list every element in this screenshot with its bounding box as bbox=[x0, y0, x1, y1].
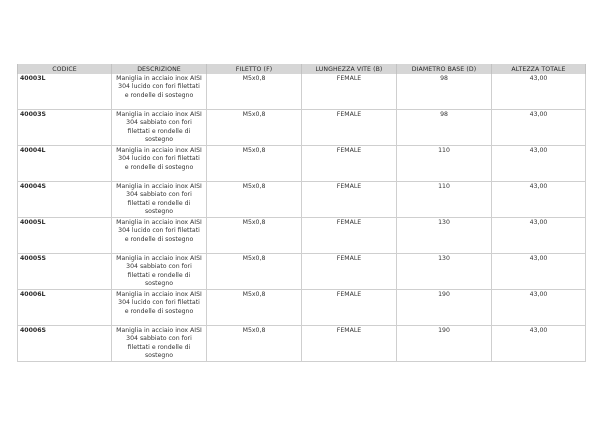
cell-lunghezza-vite: FEMALE bbox=[302, 182, 397, 218]
cell-altezza-totale: 43,00 bbox=[492, 254, 586, 290]
cell-altezza-totale: 43,00 bbox=[492, 290, 586, 326]
table-row bbox=[18, 146, 586, 182]
cell-altezza-totale: 43,00 bbox=[492, 182, 586, 218]
table-row bbox=[18, 254, 586, 290]
header-diametro-base: DIAMETRO BASE (D) bbox=[397, 64, 492, 74]
cell-diametro-base: 110 bbox=[397, 146, 492, 182]
table-header bbox=[18, 64, 586, 74]
cell-codice: 40004L bbox=[18, 146, 112, 182]
cell-descrizione: Maniglia in acciaio inox AISI 304 lucido con fori filettati e rondelle di sostegno bbox=[112, 74, 207, 110]
table-row bbox=[18, 110, 586, 146]
header-altezza-totale: ALTEZZA TOTALE bbox=[492, 64, 586, 74]
cell-codice: 40003L bbox=[18, 74, 112, 110]
table-row bbox=[18, 218, 586, 254]
cell-lunghezza-vite: FEMALE bbox=[302, 110, 397, 146]
cell-diametro-base: 98 bbox=[397, 74, 492, 110]
cell-codice: 40006L bbox=[18, 290, 112, 326]
cell-codice: 40004S bbox=[18, 182, 112, 218]
table-row bbox=[18, 290, 586, 326]
cell-descrizione: Maniglia in acciaio inox AISI 304 lucido con fori filettati e rondelle di sostegno bbox=[112, 146, 207, 182]
cell-codice: 40005S bbox=[18, 254, 112, 290]
header-row bbox=[18, 64, 586, 74]
cell-altezza-totale: 43,00 bbox=[492, 146, 586, 182]
cell-lunghezza-vite: FEMALE bbox=[302, 290, 397, 326]
cell-descrizione: Maniglia in acciaio inox AISI 304 sabbiato con fori filettati e rondelle di sostegno bbox=[112, 110, 207, 146]
cell-filetto: M5x0,8 bbox=[207, 146, 302, 182]
cell-filetto: M5x0,8 bbox=[207, 218, 302, 254]
cell-diametro-base: 110 bbox=[397, 182, 492, 218]
cell-altezza-totale: 43,00 bbox=[492, 110, 586, 146]
cell-descrizione: Maniglia in acciaio inox AISI 304 lucido con fori filettati e rondelle di sostegno bbox=[112, 218, 207, 254]
cell-diametro-base: 190 bbox=[397, 290, 492, 326]
cell-diametro-base: 98 bbox=[397, 110, 492, 146]
cell-altezza-totale: 43,00 bbox=[492, 74, 586, 110]
header-filetto: FILETTO (F) bbox=[207, 64, 302, 74]
cell-lunghezza-vite: FEMALE bbox=[302, 218, 397, 254]
cell-descrizione: Maniglia in acciaio inox AISI 304 sabbiato con fori filettati e rondelle di sostegno bbox=[112, 254, 207, 290]
cell-altezza-totale: 43,00 bbox=[492, 218, 586, 254]
header-lunghezza-vite: LUNGHEZZA VITE (B) bbox=[302, 64, 397, 74]
product-table bbox=[17, 64, 586, 362]
product-sheet bbox=[17, 64, 585, 362]
cell-codice: 40003S bbox=[18, 110, 112, 146]
table-row bbox=[18, 182, 586, 218]
cell-descrizione: Maniglia in acciaio inox AISI 304 sabbiato con fori filettati e rondelle di sostegno bbox=[112, 326, 207, 362]
cell-filetto: M5x0,8 bbox=[207, 74, 302, 110]
cell-diametro-base: 190 bbox=[397, 326, 492, 362]
cell-filetto: M5x0,8 bbox=[207, 182, 302, 218]
table-body bbox=[18, 74, 586, 362]
cell-lunghezza-vite: FEMALE bbox=[302, 146, 397, 182]
cell-lunghezza-vite: FEMALE bbox=[302, 74, 397, 110]
header-codice: CODICE bbox=[18, 64, 112, 74]
cell-diametro-base: 130 bbox=[397, 218, 492, 254]
cell-diametro-base: 130 bbox=[397, 254, 492, 290]
header-descrizione: DESCRIZIONE bbox=[112, 64, 207, 74]
cell-filetto: M5x0,8 bbox=[207, 290, 302, 326]
cell-filetto: M5x0,8 bbox=[207, 110, 302, 146]
cell-lunghezza-vite: FEMALE bbox=[302, 254, 397, 290]
cell-descrizione: Maniglia in acciaio inox AISI 304 lucido con fori filettati e rondelle di sostegno bbox=[112, 290, 207, 326]
cell-lunghezza-vite: FEMALE bbox=[302, 326, 397, 362]
cell-codice: 40006S bbox=[18, 326, 112, 362]
table-row bbox=[18, 74, 586, 110]
table-row bbox=[18, 326, 586, 362]
cell-codice: 40005L bbox=[18, 218, 112, 254]
cell-filetto: M5x0,8 bbox=[207, 254, 302, 290]
cell-descrizione: Maniglia in acciaio inox AISI 304 sabbiato con fori filettati e rondelle di sostegno bbox=[112, 182, 207, 218]
cell-filetto: M5x0,8 bbox=[207, 326, 302, 362]
cell-altezza-totale: 43,00 bbox=[492, 326, 586, 362]
